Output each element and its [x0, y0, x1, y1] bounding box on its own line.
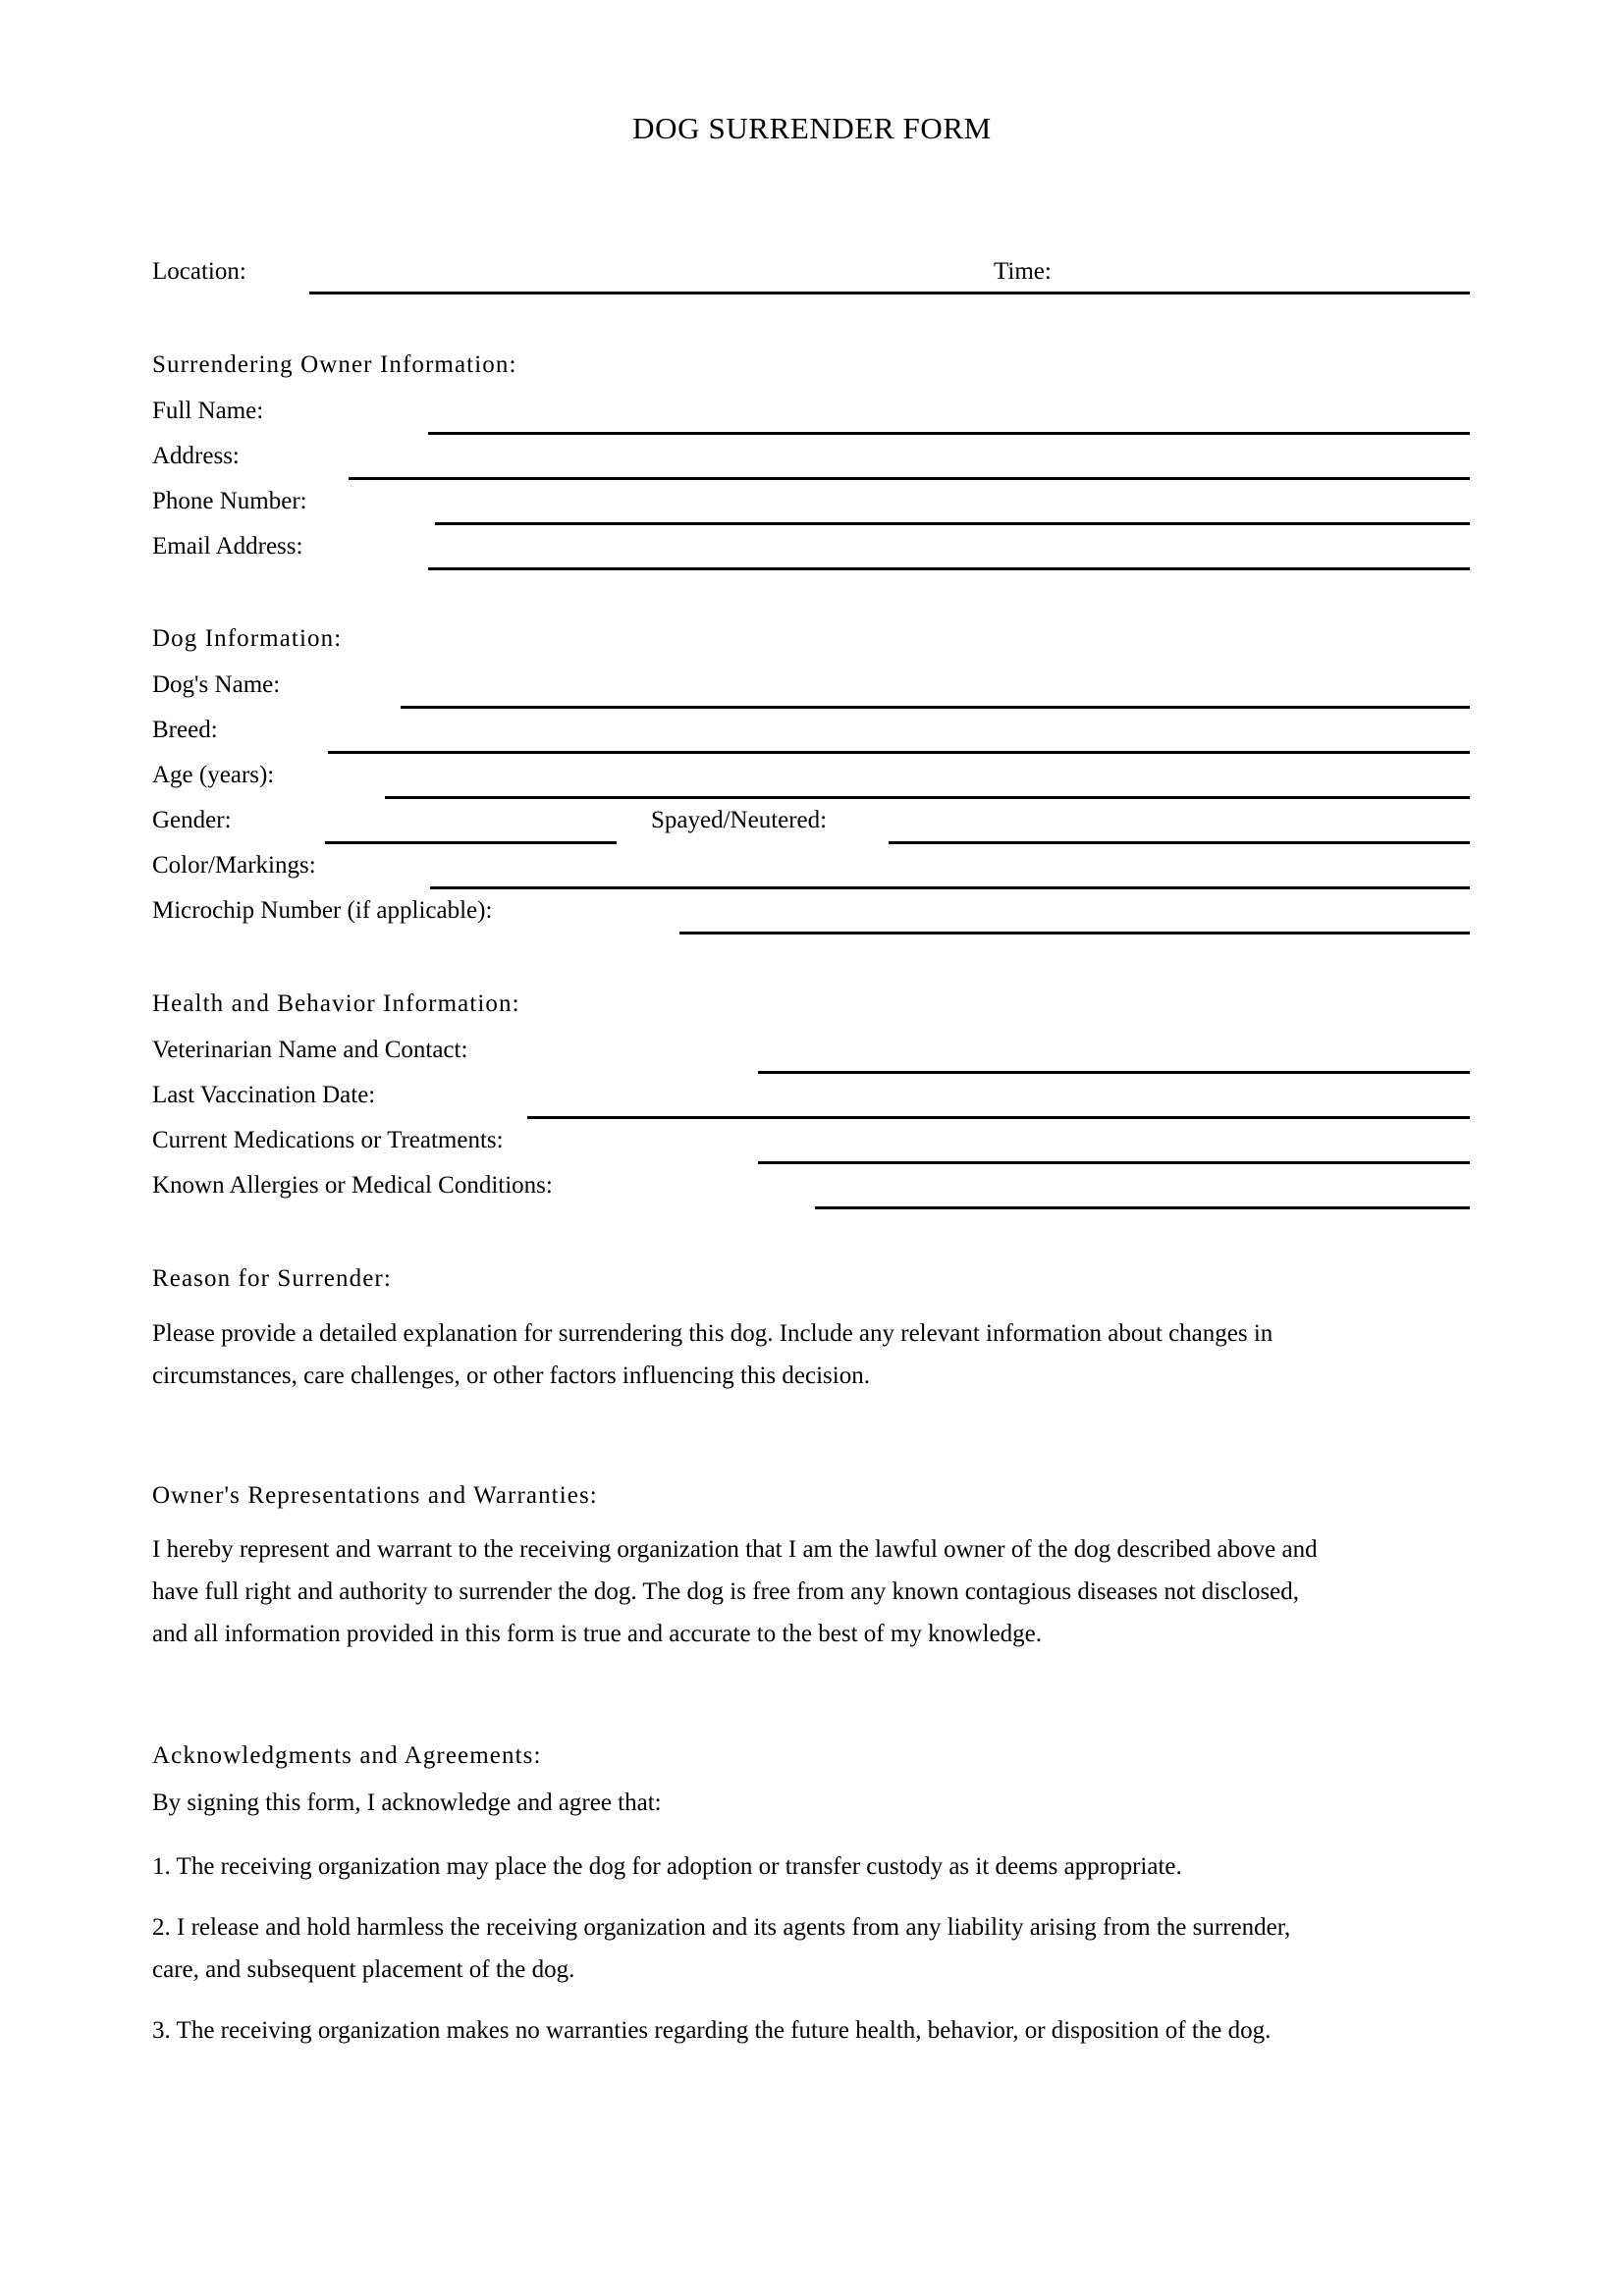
address-input-rule[interactable]: [349, 477, 1470, 480]
phone-number-label: Phone Number:: [152, 488, 307, 514]
dogs-name-input-rule[interactable]: [401, 706, 1470, 709]
age-input-rule[interactable]: [385, 796, 1470, 799]
breed-input-rule[interactable]: [328, 751, 1470, 754]
acknowledgment-item-3: [152, 2009, 1478, 2052]
address-label: Address:: [152, 443, 240, 469]
location-time-input-rule[interactable]: [309, 292, 1470, 294]
warranties-body-line: have full right and authority to surrender the dog. The dog is free from any known contagious diseases not disclosed,: [152, 1578, 1300, 1605]
age-label: Age (years):: [152, 762, 275, 788]
reason-body-line: Please provide a detailed explanation for surrendering this dog. Include any relevant information about changes in: [152, 1320, 1273, 1347]
acknowledgment-item-1: [152, 1845, 1478, 1888]
reason-body-line: circumstances, care challenges, or other factors influencing this decision.: [152, 1362, 870, 1389]
acknowledgment-item-line: care, and subsequent placement of the dog.: [152, 1956, 575, 1983]
owner-section-heading: Surrendering Owner Information:: [152, 351, 517, 378]
last-vaccination-label: Last Vaccination Date:: [152, 1082, 376, 1108]
acknowledgments-section-heading: Acknowledgments and Agreements:: [152, 1742, 542, 1769]
known-allergies-input-rule[interactable]: [815, 1206, 1470, 1209]
acknowledgments-intro: By signing this form, I acknowledge and agree that:: [152, 1789, 662, 1816]
reason-section-body: [152, 1312, 1478, 1397]
current-medications-input-rule[interactable]: [758, 1161, 1470, 1164]
warranties-section-heading: Owner's Representations and Warranties:: [152, 1482, 598, 1509]
spayed-neutered-label: Spayed/Neutered:: [651, 807, 828, 833]
veterinarian-label: Veterinarian Name and Contact:: [152, 1037, 468, 1063]
page-title: DOG SURRENDER FORM: [632, 111, 992, 145]
health-section-heading: Health and Behavior Information:: [152, 990, 520, 1017]
color-markings-label: Color/Markings:: [152, 852, 316, 879]
email-address-label: Email Address:: [152, 533, 303, 560]
full-name-label: Full Name:: [152, 398, 264, 424]
dog-section-heading: Dog Information:: [152, 625, 343, 652]
time-label: Time:: [994, 258, 1052, 285]
acknowledgment-item-2: [152, 1906, 1478, 1991]
acknowledgment-item-line: 3. The receiving organization makes no warranties regarding the future health, behavior, or disposition of the dog.: [152, 2017, 1272, 2044]
current-medications-label: Current Medications or Treatments:: [152, 1127, 504, 1153]
last-vaccination-input-rule[interactable]: [527, 1116, 1470, 1119]
spayed-neutered-input-rule[interactable]: [889, 841, 1470, 844]
acknowledgment-item-line: 1. The receiving organization may place the dog for adoption or transfer custody as it deems appropriate.: [152, 1853, 1182, 1880]
gender-input-rule[interactable]: [325, 841, 617, 844]
color-markings-input-rule[interactable]: [430, 886, 1470, 889]
location-label: Location:: [152, 258, 246, 285]
email-address-input-rule[interactable]: [428, 567, 1470, 570]
gender-label: Gender:: [152, 807, 232, 833]
phone-number-input-rule[interactable]: [435, 522, 1470, 525]
reason-section-heading: Reason for Surrender:: [152, 1265, 392, 1292]
microchip-number-input-rule[interactable]: [679, 932, 1470, 934]
acknowledgment-item-line: 2. I release and hold harmless the receiving organization and its agents from any liability arising from the surrender,: [152, 1914, 1291, 1941]
warranties-body-line: and all information provided in this form is true and accurate to the best of my knowledge.: [152, 1621, 1043, 1647]
microchip-number-label: Microchip Number (if applicable):: [152, 897, 493, 924]
known-allergies-label: Known Allergies or Medical Conditions:: [152, 1172, 553, 1199]
veterinarian-input-rule[interactable]: [758, 1071, 1470, 1074]
dogs-name-label: Dog's Name:: [152, 671, 281, 698]
warranties-section-body: [152, 1528, 1478, 1655]
full-name-input-rule[interactable]: [428, 432, 1470, 435]
breed-label: Breed:: [152, 717, 218, 743]
warranties-body-line: I hereby represent and warrant to the receiving organization that I am the lawful owner of the dog described above and: [152, 1536, 1318, 1563]
